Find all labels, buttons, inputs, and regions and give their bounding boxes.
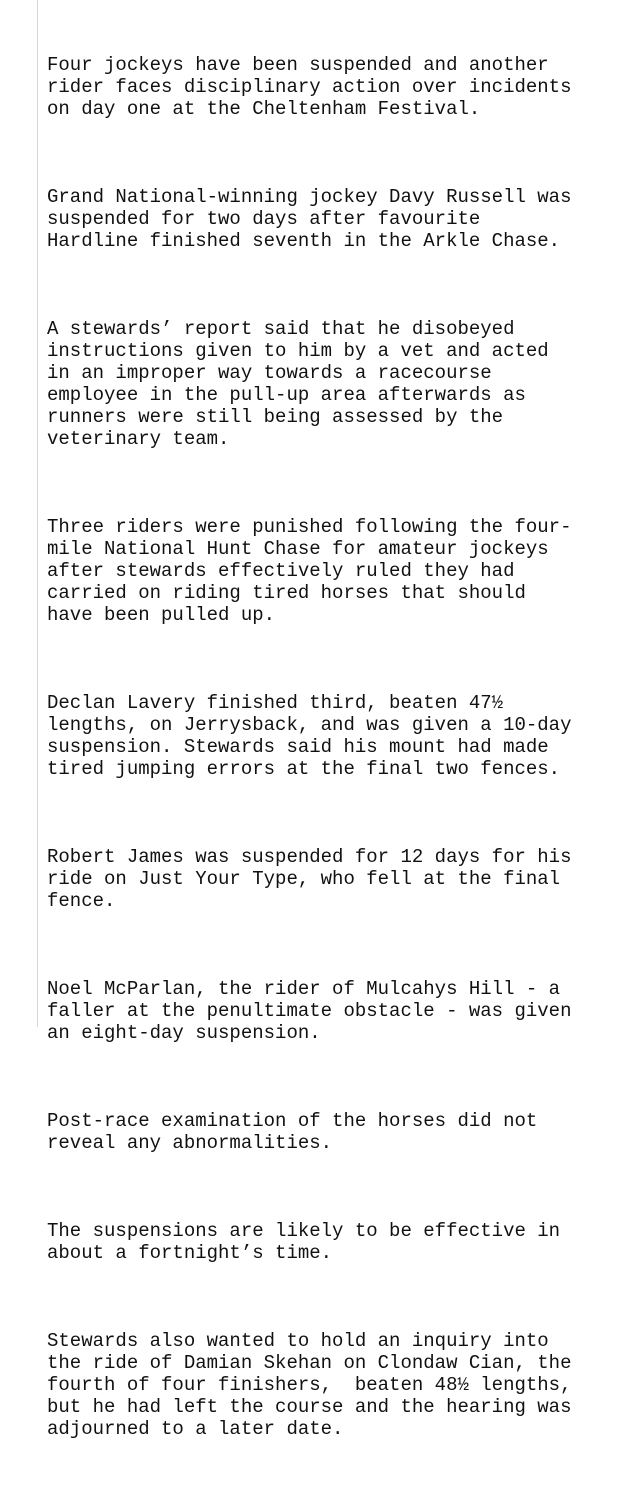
paragraph-suspensions-intro: Four jockeys have been suspended and another rider faces disciplinary action over incidents on day one at the Cheltenham Festival.: [47, 54, 572, 120]
paragraph-davy-russell: Grand National-winning jockey Davy Russell was suspended for two days after favourite Hardline finished seventh in the Arkle Chase.: [47, 186, 572, 252]
paragraph-examination: Post-race examination of the horses did not reveal any abnormalities.: [47, 1110, 538, 1154]
paragraph-damian-skehan: Stewards also wanted to hold an inquiry into the ride of Damian Skehan on Clondaw Cian, the fourth of four finishers, beaten 48½ lengths, but he had left the course and the hearing was adjourned to a later date.: [47, 1330, 572, 1440]
document-page: [37, 0, 640, 1440]
paragraph-robert-james: Robert James was suspended for 12 days for his ride on Just Your Type, who fell at the final fence.: [47, 846, 572, 912]
paragraph-three-riders: Three riders were punished following the four- mile National Hunt Chase for amateur jockeys after stewards effectively ruled they had carried on riding tired horses that should have been pulled up.: [47, 516, 572, 626]
paragraph-noel-mcparlan: Noel McParlan, the rider of Mulcahys Hill - a faller at the penultimate obstacle - was given an eight-day suspension.: [47, 978, 572, 1044]
article-body: [47, 10, 639, 1506]
paragraph-stewards-report: A stewards’ report said that he disobeyed instructions given to him by a vet and acted in an improper way towards a racecourse employee in the pull-up area afterwards as runners were still being assessed by the veterinary team.: [47, 318, 549, 450]
paragraph-declan-lavery: Declan Lavery finished third, beaten 47½ lengths, on Jerrysback, and was given a 10-day suspension. Stewards said his mount had made tired jumping errors at the final two fences.: [47, 692, 572, 780]
paragraph-effective-date: The suspensions are likely to be effective in about a fortnight’s time.: [47, 1220, 561, 1264]
